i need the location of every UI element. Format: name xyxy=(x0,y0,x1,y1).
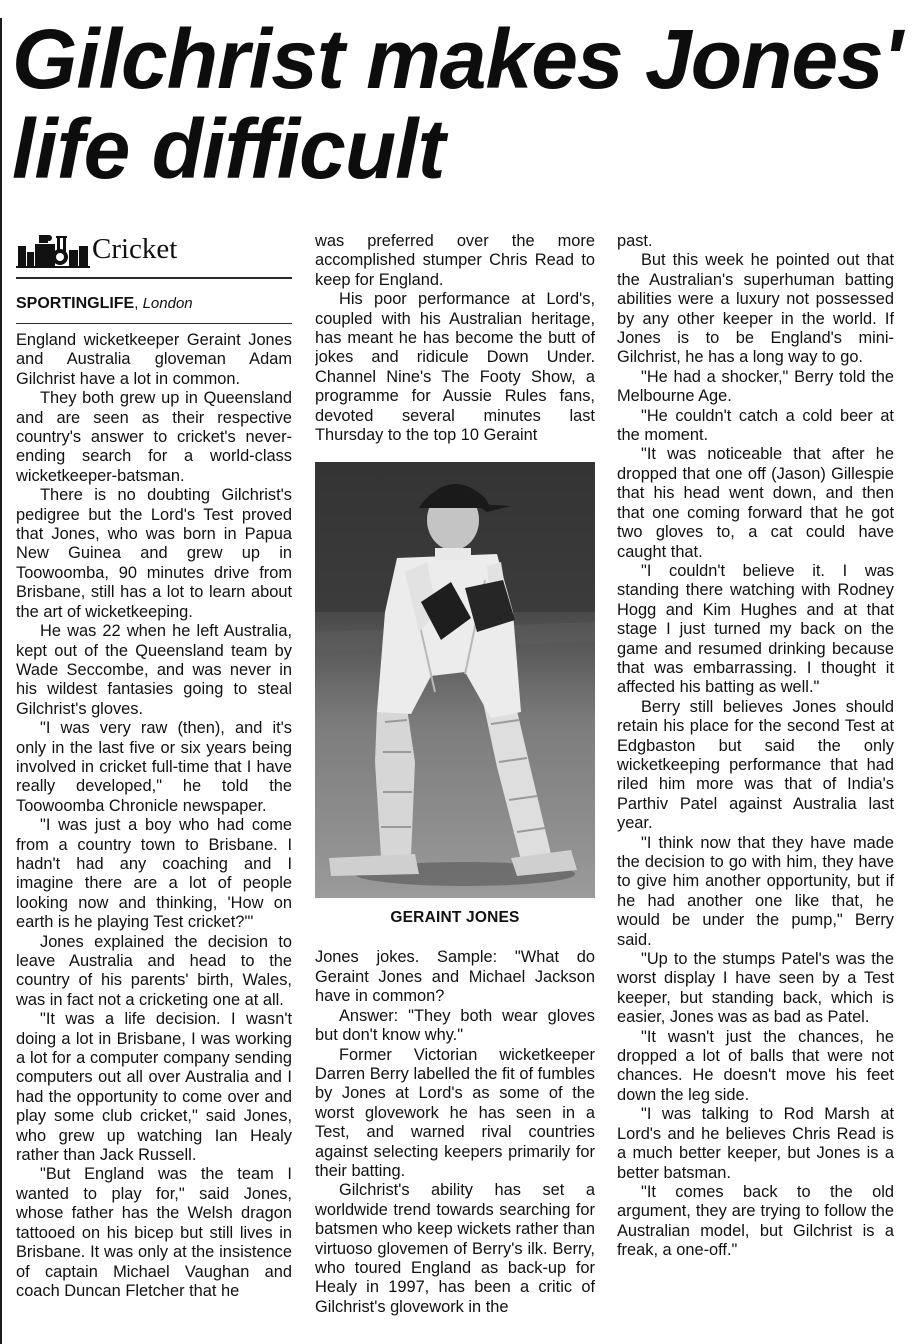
article-paragraph: "I think now that they have made the decision to go with him, they have to give him another opportunity, but if he had another one like that, he would be under the pump," Berry said. xyxy=(617,833,894,949)
section-header xyxy=(16,232,292,270)
article-paragraph: Former Victorian wicketkeeper Darren Berry labelled the fit of fumbles by Jones at Lord's as some of the worst glovework he has seen in a Test, and warned rival countries against selecting keepers primarily for their batting. xyxy=(315,1045,595,1180)
article-column-3 xyxy=(617,232,894,1338)
photo-block xyxy=(315,462,595,948)
article-paragraph: "He had a shocker," Berry told the Melbourne Age. xyxy=(617,367,894,406)
article-paragraph: was preferred over the more accomplished stumper Chris Read to keep for England. xyxy=(315,232,595,289)
article-column-2 xyxy=(315,232,595,1338)
article-paragraph: But this week he pointed out that the Australian's superhuman batting abilities were a luxury not possessed by any other keeper in the world. If Jones is to be England's mini-Gilchrist, he has a long way to go. xyxy=(617,251,894,367)
article-paragraph: Jones explained the decision to leave Australia and head to the country of his parents' birth, Wales, was in fact not a cricketing one at all. xyxy=(16,932,292,1009)
article-paragraph: "Up to the stumps Patel's was the worst display I have seen by a Test keeper, but standing back, which is easier, Jones was as bad as Patel. xyxy=(617,950,894,1027)
article-paragraph: "I couldn't believe it. I was standing there watching with Rodney Hogg and Kim Hughes and at that stage I just turned my back on the game and resumed drinking because that was embarrassing. I thought it affected his batting as well." xyxy=(617,561,894,697)
section-name: Cricket xyxy=(92,233,178,266)
article-paragraph: "I was very raw (then), and it's only in the last five or six years being involved in cricket full-time that I have really developed," he told the Toowoomba Chronicle newspaper. xyxy=(16,719,292,815)
headline: Gilchrist makes Jones' life difficult xyxy=(12,12,902,196)
section-divider xyxy=(16,277,292,279)
byline-source: SPORTINGLIFE xyxy=(16,295,135,312)
article-paragraph: Jones jokes. Sample: "What do Geraint Jones and Michael Jackson have in common? xyxy=(315,948,595,1006)
cricket-gear-icon xyxy=(16,232,90,268)
article-paragraph: "It was a life decision. I wasn't doing a lot in Brisbane, I was working a lot for a computer company sending computers out all over Australia and I had the opportunity to come over and play some club cricket," said Jones, who grew up watching Ian Healy rather than Jack Russell. xyxy=(16,1010,292,1165)
article-paragraph: Answer: "They both wear gloves but don't know why." xyxy=(315,1006,595,1045)
article-paragraph: He was 22 when he left Australia, kept out of the Queensland team by Wade Seccombe, and was never in his wildest fantasies going to steal Gilchrist's gloves. xyxy=(16,622,292,718)
article-paragraph: There is no doubting Gilchrist's pedigree but the Lord's Test proved that Jones, who was born in Papua New Guinea and grew up in Toowoomba, 90 minutes drive from Brisbane, still has a lot to learn about the art of wicketkeeping. xyxy=(16,486,292,621)
article-paragraph: past. xyxy=(617,232,653,250)
article-paragraph: "It comes back to the old argument, they are trying to follow the Australian model, but Gilchrist is a freak, a one-off." xyxy=(617,1182,894,1260)
article-column-1 xyxy=(16,232,292,1338)
byline-location: London xyxy=(142,295,193,312)
article-paragraph: They both grew up in Queensland and are seen as their respective country's answer to cricket's never-ending search for a world-class wicketkeeper-batsman. xyxy=(16,389,292,485)
article-paragraph: "He couldn't catch a cold beer at the moment. xyxy=(617,406,894,445)
article-paragraph: Gilchrist's ability has set a worldwide trend towards searching for batsmen who keep wickets rather than virtuoso glovemen of Berry's ilk. Berry, who toured England as back-up for Healy in 1997, has been a critic of Gilchrist's glovework in the xyxy=(315,1181,595,1316)
article-paragraph: "I was talking to Rod Marsh at Lord's and he believes Chris Read is a much better keeper, but Jones is a better batsman. xyxy=(617,1105,894,1182)
byline-divider xyxy=(16,323,292,324)
article-paragraph: Berry still believes Jones should retain his place for the second Test at Edgbaston but said the only wicketkeeping performance that had riled him more was that of India's Parthiv Patel against Australia last year. xyxy=(617,697,894,833)
article-paragraph: England wicketkeeper Geraint Jones and Australia gloveman Adam Gilchrist have a lot in common. xyxy=(16,331,292,388)
article-paragraph: "I was just a boy who had come from a country town to Brisbane. I hadn't had any coaching and I imagine there are a lot of people looking now and thinking, 'How on earth is he playing Test cricket?'" xyxy=(16,816,292,932)
page-left-rule xyxy=(0,18,2,1344)
article-paragraph: "It wasn't just the chances, he dropped a lot of balls that were not chances. He doesn't move his feet down the leg side. xyxy=(617,1027,894,1104)
photo-caption: GERAINT JONES xyxy=(390,909,520,927)
article-paragraph: His poor performance at Lord's, coupled with his Australian heritage, has meant he has become the butt of jokes and ridicule Down Under. Channel Nine's The Footy Show, a programme for Aussie Rules fans, devoted several minutes last Thursday to the top 10 Geraint xyxy=(315,290,595,445)
article-paragraph: "It was noticeable that after he dropped that one off (Jason) Gillespie that his head went down, and then that one coming forward that he got two gloves to, a cat could have caught that. xyxy=(617,445,894,561)
byline-separator: , xyxy=(134,295,143,312)
article-paragraph: "But England was the team I wanted to play for," said Jones, whose father has the Welsh dragon tattooed on his bicep but still lives in Brisbane. It was only at the insistence of captain Michael Vaughan and coach Duncan Fletcher that he xyxy=(16,1165,292,1300)
byline xyxy=(16,295,292,313)
wicketkeeper-photo xyxy=(315,462,595,898)
